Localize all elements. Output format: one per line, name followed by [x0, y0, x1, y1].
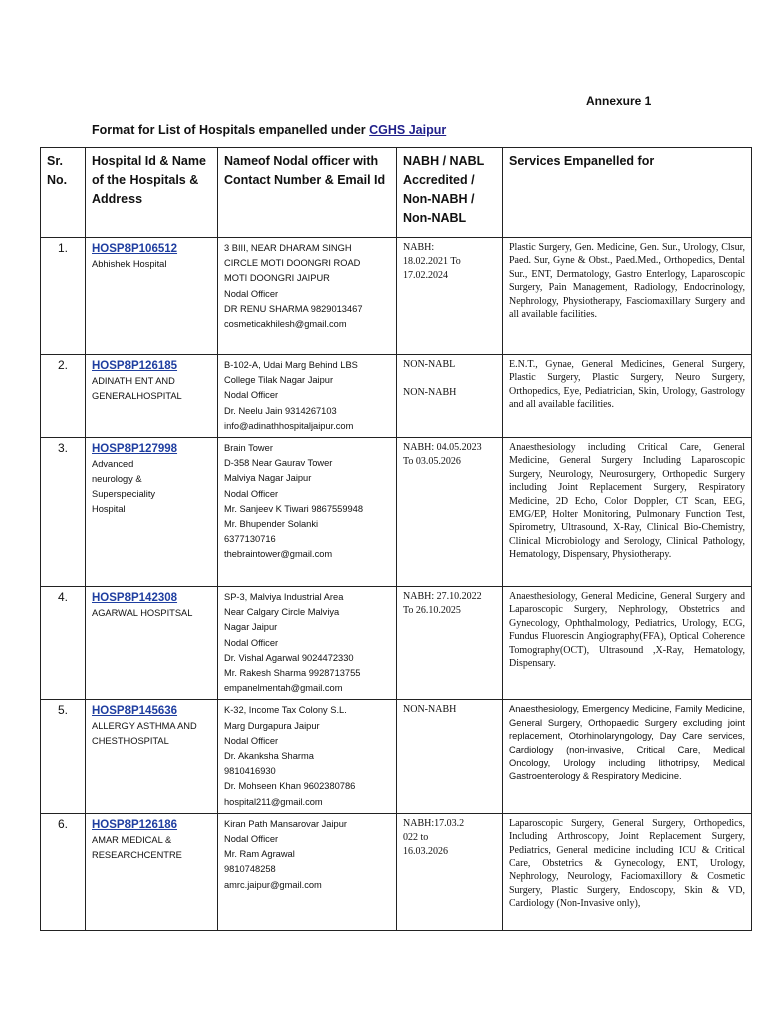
services-cell: Anaesthesiology, Emergency Medicine, Family Medicine, General Surgery, Orthopaedic Surgery excluding joint replacement, Otorhinolaryngology, Day Care services, Cardiology (non-invasive, Critical Care, Medical Oncology, Urology including lithotripsy, Medical Gastroenterology & Respiratory Medicine.	[503, 700, 752, 813]
hospital-id-link[interactable]: HOSP8P142308	[92, 592, 178, 605]
table-row	[41, 700, 752, 813]
services-cell: E.N.T., Gynae, General Medicines, General Surgery, Plastic Surgery, Plastic Surgery, Neuro Surgery, Orthopedics, Eye, Pediatrician, Skin, Urology, Gastrology and all available facilities.	[503, 355, 752, 438]
accreditation-cell: NABH:17.03.2 022 to 16.03.2026	[397, 813, 503, 930]
hospital-id-link[interactable]: HOSP8P127998	[92, 443, 178, 456]
hospital-cell: HOSP8P106512 Abhishek Hospital	[86, 238, 218, 355]
table-row	[41, 587, 752, 700]
accreditation-cell: NABH: 18.02.2021 To 17.02.2024	[397, 238, 503, 355]
header-sr-no: Sr. No.	[41, 148, 86, 238]
nodal-cell: 3 BIII, NEAR DHARAM SINGH CIRCLE MOTI DOONGRI ROAD MOTI DOONGRI JAIPUR Nodal Officer DR RENU SHARMA 9829013467 cosmeticakhilesh@gmail.com	[218, 238, 397, 355]
header-nodal-officer: Nameof Nodal officer with Contact Number & Email Id	[218, 148, 397, 238]
title-prefix: Format for List of Hospitals empanelled under	[92, 123, 370, 137]
table-header-row	[41, 148, 752, 238]
hospital-id-link[interactable]: HOSP8P145636	[92, 705, 178, 718]
nodal-cell: Brain Tower D-358 Near Gaurav Tower Malviya Nagar Jaipur Nodal Officer Mr. Sanjeev K Tiwari 9867559948 Mr. Bhupender Solanki 6377130716 thebraintower@gmail.com	[218, 438, 397, 587]
accreditation-cell: NON-NABL NON-NABH	[397, 355, 503, 438]
sr-no: 1.	[41, 238, 86, 355]
hospital-id-link[interactable]: HOSP8P106512	[92, 243, 178, 255]
nodal-cell: B-102-A, Udai Marg Behind LBS College Tilak Nagar Jaipur Nodal Officer Dr. Neelu Jain 9314267103 info@adinathhospitaljaipur.com	[218, 355, 397, 438]
annexure-label: Annexure 1	[586, 94, 652, 108]
table-row	[41, 355, 752, 438]
accreditation-cell: NABH: 27.10.2022 To 26.10.2025	[397, 587, 503, 700]
header-hospital: Hospital Id & Name of the Hospitals & Address	[86, 148, 218, 238]
table-row	[41, 813, 752, 930]
nodal-cell: SP-3, Malviya Industrial Area Near Calgary Circle Malviya Nagar Jaipur Nodal Officer Dr. Vishal Agarwal 9024472330 Mr. Rakesh Sharma 9928713755 empanelmentah@gmail.com	[218, 587, 397, 700]
services-cell: Plastic Surgery, Gen. Medicine, Gen. Sur., Urology, Clsur, Paed. Sur, Gyne & Obst., Paed.Med., Orthopedics, Dental Sur., ENT, Dermatology, Gastro Enterlogy, Laparoscopic Surgery, Pain Management, Radiology, Endocrinology, Nephrology, Physiotherapy, Fasciomaxillary Surgery and all available facilities.	[503, 238, 752, 355]
nodal-cell: Kiran Path Mansarovar Jaipur Nodal Officer Mr. Ram Agrawal 9810748258 amrc.jaipur@gmail.com	[218, 813, 397, 930]
hospital-cell: HOSP8P142308 AGARWAL HOSPITSAL	[86, 587, 218, 700]
header-services: Services Empanelled for	[503, 148, 752, 238]
sr-no: 3.	[41, 438, 86, 587]
hospital-id-link[interactable]: HOSP8P126185	[92, 360, 178, 372]
table-row	[41, 238, 752, 355]
hospital-cell: HOSP8P145636 ALLERGY ASTHMA AND CHESTHOSPITAL	[86, 700, 218, 813]
hospitals-table	[40, 147, 752, 931]
nodal-cell: K-32, Income Tax Colony S.L. Marg Durgapura Jaipur Nodal Officer Dr. Akanksha Sharma 9810416930 Dr. Mohseen Khan 9602380786 hospital211@gmail.com	[218, 700, 397, 813]
hospital-id-link[interactable]: HOSP8P126186	[92, 818, 178, 831]
cghs-jaipur-link[interactable]: CGHS Jaipur	[369, 123, 447, 137]
sr-no: 5.	[41, 700, 86, 813]
header-accreditation: NABH / NABL Accredited / Non-NABH / Non-NABL	[397, 148, 503, 238]
accreditation-cell: NABH: 04.05.2023 To 03.05.2026	[397, 438, 503, 587]
hospital-cell: HOSP8P127998 Advanced neurology & Superspeciality Hospital	[86, 438, 218, 587]
services-cell: Laparoscopic Surgery, General Surgery, Orthopedics, Including Arthroscopy, Joint Replacement Surgery, Pediatrics, General medicine including ICU & Critical Care, Obstetrics & Gynecology, ENT, Urology, Nephrology, Neurology, Faciomaxillory & Cosmetic Surgery, Plastic Surgery, Endoscopy, Skin & VD, Cardiology (Non-Invasive only),	[503, 813, 752, 930]
sr-no: 2.	[41, 355, 86, 438]
sr-no: 4.	[41, 587, 86, 700]
hospital-cell: HOSP8P126185 ADINATH ENT AND GENERALHOSPITAL	[86, 355, 218, 438]
document-title	[92, 123, 446, 137]
hospital-cell: HOSP8P126186 AMAR MEDICAL & RESEARCHCENTRE	[86, 813, 218, 930]
services-cell: Anaesthesiology including Critical Care, General Medicine, General Surgery Including Laparoscopic Surgery, Neurology, Neurosurgery, Orthopedic Surgery including Joint Replacement Surgery, Respiratory Medicine, 2D Echo, Color Doppler, CT Scan, EEG, EMG/EP, Holter Monitoring, Pulmonary Function Test, Spirometry, Ultrasound, X-Ray, Clinical Bio-Chemistry, Clinical Microbiology and Serology, Clinical Pathology, Hematology, Dispensary, Physiotherapy.	[503, 438, 752, 587]
services-cell: Anaesthesiology, General Medicine, General Surgery and Laparoscopic Surgery, Nephrology, Obstetrics and Gynecology, Ophthalmology, Pediatrics, Urology, ECG, Fundus Fluorescin Angiography(FFA), Optical Coherence Tomography(OCT), Ultrasound ,X-Ray, Hematology, Dispensary.	[503, 587, 752, 700]
sr-no: 6.	[41, 813, 86, 930]
accreditation-cell: NON-NABH	[397, 700, 503, 813]
table-row	[41, 438, 752, 587]
